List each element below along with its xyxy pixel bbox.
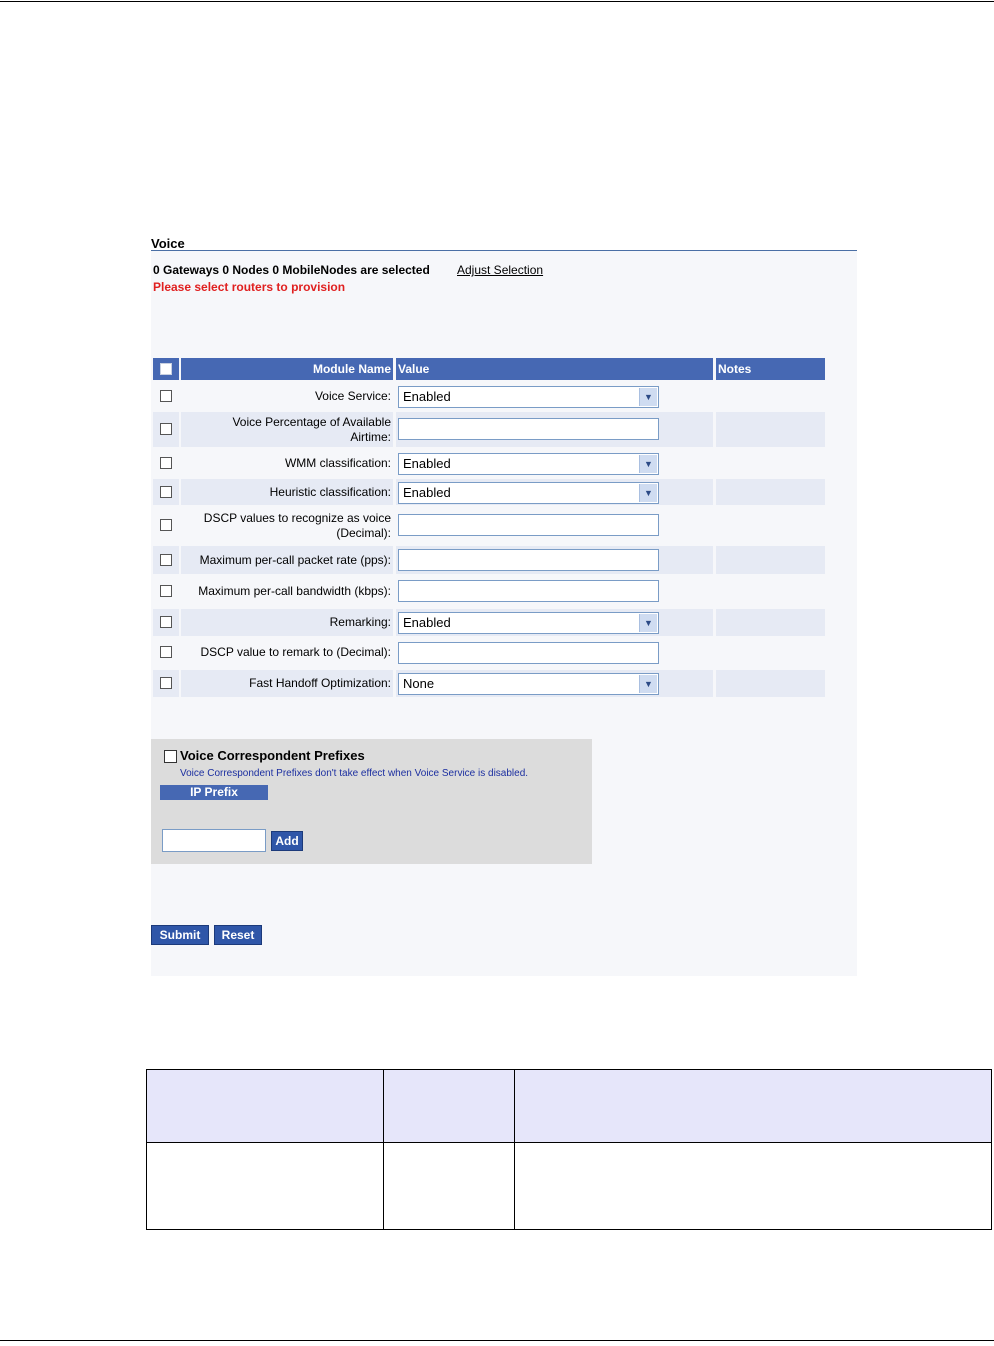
fast-handoff-select[interactable]: None ▼ xyxy=(398,673,659,695)
row-max-packet-rate xyxy=(153,546,825,574)
row-max-bandwidth xyxy=(153,577,825,606)
heuristic-classification-select[interactable]: Enabled ▼ xyxy=(398,482,659,504)
row-voice-service xyxy=(153,383,825,409)
top-rule xyxy=(0,1,994,2)
row-dscp-remark xyxy=(153,639,825,667)
dscp-remark-input[interactable] xyxy=(398,642,659,664)
add-prefix-button[interactable]: Add xyxy=(271,831,303,851)
row-dscp-recognize xyxy=(153,508,825,543)
reset-button[interactable]: Reset xyxy=(214,925,262,945)
field-label: Fast Handoff Optimization: xyxy=(249,676,391,690)
select-all-header xyxy=(153,358,179,380)
row-checkbox[interactable] xyxy=(160,486,172,498)
doc-header-cell xyxy=(384,1070,515,1143)
vcp-enable-checkbox[interactable] xyxy=(164,750,177,763)
row-remarking xyxy=(153,609,825,636)
documentation-table xyxy=(146,1069,992,1230)
row-wmm-classification xyxy=(153,450,825,476)
doc-body-cell xyxy=(515,1143,992,1230)
chevron-down-icon: ▼ xyxy=(639,675,657,693)
ip-prefix-header: IP Prefix xyxy=(160,785,268,800)
provision-warning: Please select routers to provision xyxy=(153,280,346,294)
field-label: DSCP values to recognize as voice (Decimal): xyxy=(203,511,391,540)
voice-service-select[interactable]: Enabled ▼ xyxy=(398,386,659,408)
row-checkbox[interactable] xyxy=(160,390,172,402)
chevron-down-icon: ▼ xyxy=(639,388,657,406)
page-title: Voice xyxy=(151,236,185,251)
header-notes: Notes xyxy=(716,358,825,380)
header-module-name: Module Name xyxy=(181,358,393,380)
row-checkbox[interactable] xyxy=(160,677,172,689)
voice-percentage-input[interactable] xyxy=(398,418,659,440)
row-heuristic-classification xyxy=(153,479,825,505)
row-checkbox[interactable] xyxy=(160,585,172,597)
dscp-recognize-input[interactable] xyxy=(398,514,659,536)
header-value: Value xyxy=(396,358,713,380)
field-label: Maximum per-call bandwidth (kbps): xyxy=(198,584,391,598)
chevron-down-icon: ▼ xyxy=(639,484,657,502)
adjust-selection-link[interactable]: Adjust Selection xyxy=(457,263,544,277)
field-label: Maximum per-call packet rate (pps): xyxy=(199,553,391,567)
voice-correspondent-prefixes-panel xyxy=(151,739,592,864)
row-checkbox[interactable] xyxy=(160,646,172,658)
field-label: Voice Service: xyxy=(314,389,391,403)
field-label: Voice Percentage of Available Airtime: xyxy=(232,415,391,444)
row-checkbox[interactable] xyxy=(160,616,172,628)
submit-button[interactable]: Submit xyxy=(151,925,209,945)
title-divider xyxy=(151,250,857,251)
chevron-down-icon: ▼ xyxy=(639,455,657,473)
vcp-title: Voice Correspondent Prefixes xyxy=(180,748,365,763)
row-checkbox[interactable] xyxy=(160,457,172,469)
field-label: Heuristic classification: xyxy=(269,485,391,499)
vcp-note: Voice Correspondent Prefixes don't take effect when Voice Service is disabled. xyxy=(180,768,529,779)
doc-header-cell xyxy=(147,1070,384,1143)
field-label: DSCP value to remark to (Decimal): xyxy=(200,645,391,659)
field-label: Remarking: xyxy=(329,615,391,629)
select-all-checkbox[interactable] xyxy=(160,363,172,375)
field-label: WMM classification: xyxy=(284,456,391,470)
doc-header-cell xyxy=(515,1070,992,1143)
row-checkbox[interactable] xyxy=(160,554,172,566)
remarking-select[interactable]: Enabled ▼ xyxy=(398,612,659,634)
row-voice-percentage xyxy=(153,412,825,447)
ip-prefix-input[interactable] xyxy=(162,829,266,852)
row-fast-handoff xyxy=(153,670,825,697)
selection-summary: 0 Gateways 0 Nodes 0 MobileNodes are selected xyxy=(153,263,430,277)
row-checkbox[interactable] xyxy=(160,519,172,531)
chevron-down-icon: ▼ xyxy=(639,614,657,632)
max-packet-rate-input[interactable] xyxy=(398,549,659,571)
doc-body-cell xyxy=(384,1143,515,1230)
wmm-classification-select[interactable]: Enabled ▼ xyxy=(398,453,659,475)
row-checkbox[interactable] xyxy=(160,423,172,435)
max-bandwidth-input[interactable] xyxy=(398,580,659,602)
bottom-rule xyxy=(0,1340,994,1341)
doc-body-cell xyxy=(147,1143,384,1230)
